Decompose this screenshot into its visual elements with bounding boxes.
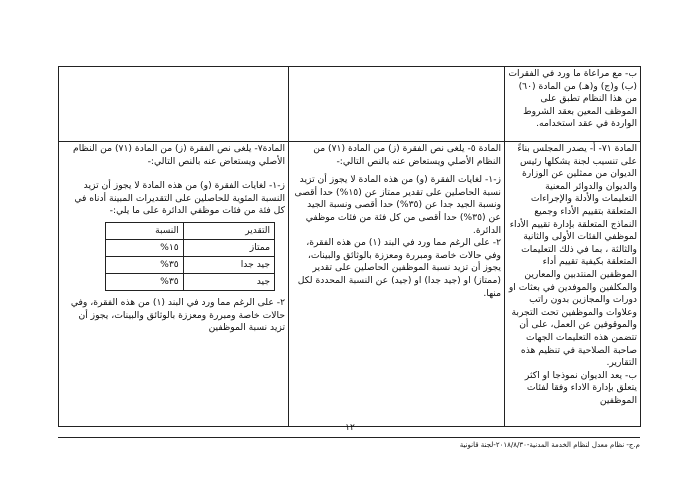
- rating-cell: جيد: [183, 273, 274, 290]
- table-row: [59, 67, 641, 142]
- rating-percentage-table: [105, 222, 275, 291]
- rating-row: [106, 273, 275, 290]
- article-7-heading: المادة٧- يلغى نص الفقرة (ز) من المادة (٧١) من النظام الأصلي ويستعاض عنه بالنص التالي:-: [73, 143, 285, 167]
- top-right-cell: [505, 67, 641, 142]
- percentage-cell: ٣٥%: [106, 256, 184, 273]
- rating-table-header: [106, 222, 275, 239]
- article-60-note: ب- مع مراعاة ما ورد في الفقرات (ب) و(ج) و(هـ) من المادة (٦٠) من هذا النظام تطبق على الموظف المعين بعقد الشروط الواردة في عقد استخدامه.: [508, 68, 637, 130]
- clause-z1-text: ز-١- لغايات الفقرة (و) من هذه المادة لا يجوز أن تزيد نسبة الحاصلين على تقدير ممتاز عن (١٥%) حدا أقصى ونسبة الجيد جدا عن (٣٥%) حدا أقصى ونسبة الجيد عن (٣٥%) حدا أقصى من كل فئة من فئات موظفي الدائرة.: [294, 174, 501, 236]
- page-number: ١٢: [345, 423, 355, 433]
- clause-z2-text: ٢- على الرغم مما ورد في البند (١) من هذه الفقرة، وفي حالات خاصة ومبررة ومعززة بالوثائق والبينات، يجوز أن تزيد نسبة الموظفين الحاصلين على تقدير (ممتاز) او (جيد جدا) او (جيد) عن النسبة المحددة لكل منها.: [297, 237, 501, 299]
- percentage-cell: ٣٥%: [106, 273, 184, 290]
- clause-z1-text: ز-١- لغايات الفقرة (و) من هذه المادة لا يجوز أن تزيد النسبة المئوية للحاصلين على التقديرات المبينة أدناه في كل فئة من فئات موظفي الدائرة على ما يلي:-: [74, 180, 285, 217]
- clause-z2-text: ٢- على الرغم مما ورد في البند (١) من هذه الفقرة، وفي حالات خاصة ومبررة ومعززة بالوثائق والبينات، يجوز أن تزيد نسبة الموظفين: [70, 296, 285, 334]
- top-left-cell: [59, 67, 289, 142]
- footer-text: م.ج- نظام معدل لنظام الخدمة المدنية-٢٠١٨/٨/٣٠-لجنة قانونية: [459, 441, 640, 449]
- rating-cell: ممتاز: [183, 239, 274, 256]
- original-article-71-cell: [505, 142, 641, 427]
- comparison-table: [58, 66, 641, 427]
- article-5-heading: المادة ٥- يلغى نص الفقرة (ز) من المادة (٧١) من النظام الأصلي ويستعاض عنه بالنص التالي:-: [313, 143, 501, 167]
- percentage-header: النسبة: [106, 222, 184, 239]
- rating-header: التقدير: [183, 222, 274, 239]
- footer-divider: [58, 437, 640, 438]
- article-71-a-text: المادة ٧١- أ- يصدر المجلس بناءً على تنسيب لجنة يشكلها رئيس الديوان من ممثلين عن الوزارة والديوان والدوائر المعنية التعليمات والأدلة والإجراءات المتعلقة بتقييم الأداء وجميع النماذج المتعلقة بإدارة تقييم الأداء لموظفي الفئات الأولى والثانية والثالثة ، بما في ذلك التعليمات المتعلقة بكيفية تقييم أداء الموظفين المنتدبين والمعارين والمكلفين والموفدين في بعثات او دورات والمجازين بدون راتب وعلاوات والموظفين تحت التجربة والموقوفين عن العمل، على أن تتضمن هذه التعليمات الجهات صاحبة الصلاحية في تنظيم هذه التقارير.: [508, 143, 637, 369]
- article-71-b-text: ب- يعد الديوان نموذجا او اكثر يتعلق بإدارة الاداء وفقا لفئات الموظفين: [524, 369, 637, 406]
- table-row: [59, 142, 641, 427]
- amendment-article-7-cell: [59, 142, 289, 427]
- rating-row: [106, 239, 275, 256]
- rating-cell: جيد جدا: [183, 256, 274, 273]
- percentage-cell: ١٥%: [106, 239, 184, 256]
- top-middle-cell: [289, 67, 505, 142]
- amendment-article-5-cell: [289, 142, 505, 427]
- rating-row: [106, 256, 275, 273]
